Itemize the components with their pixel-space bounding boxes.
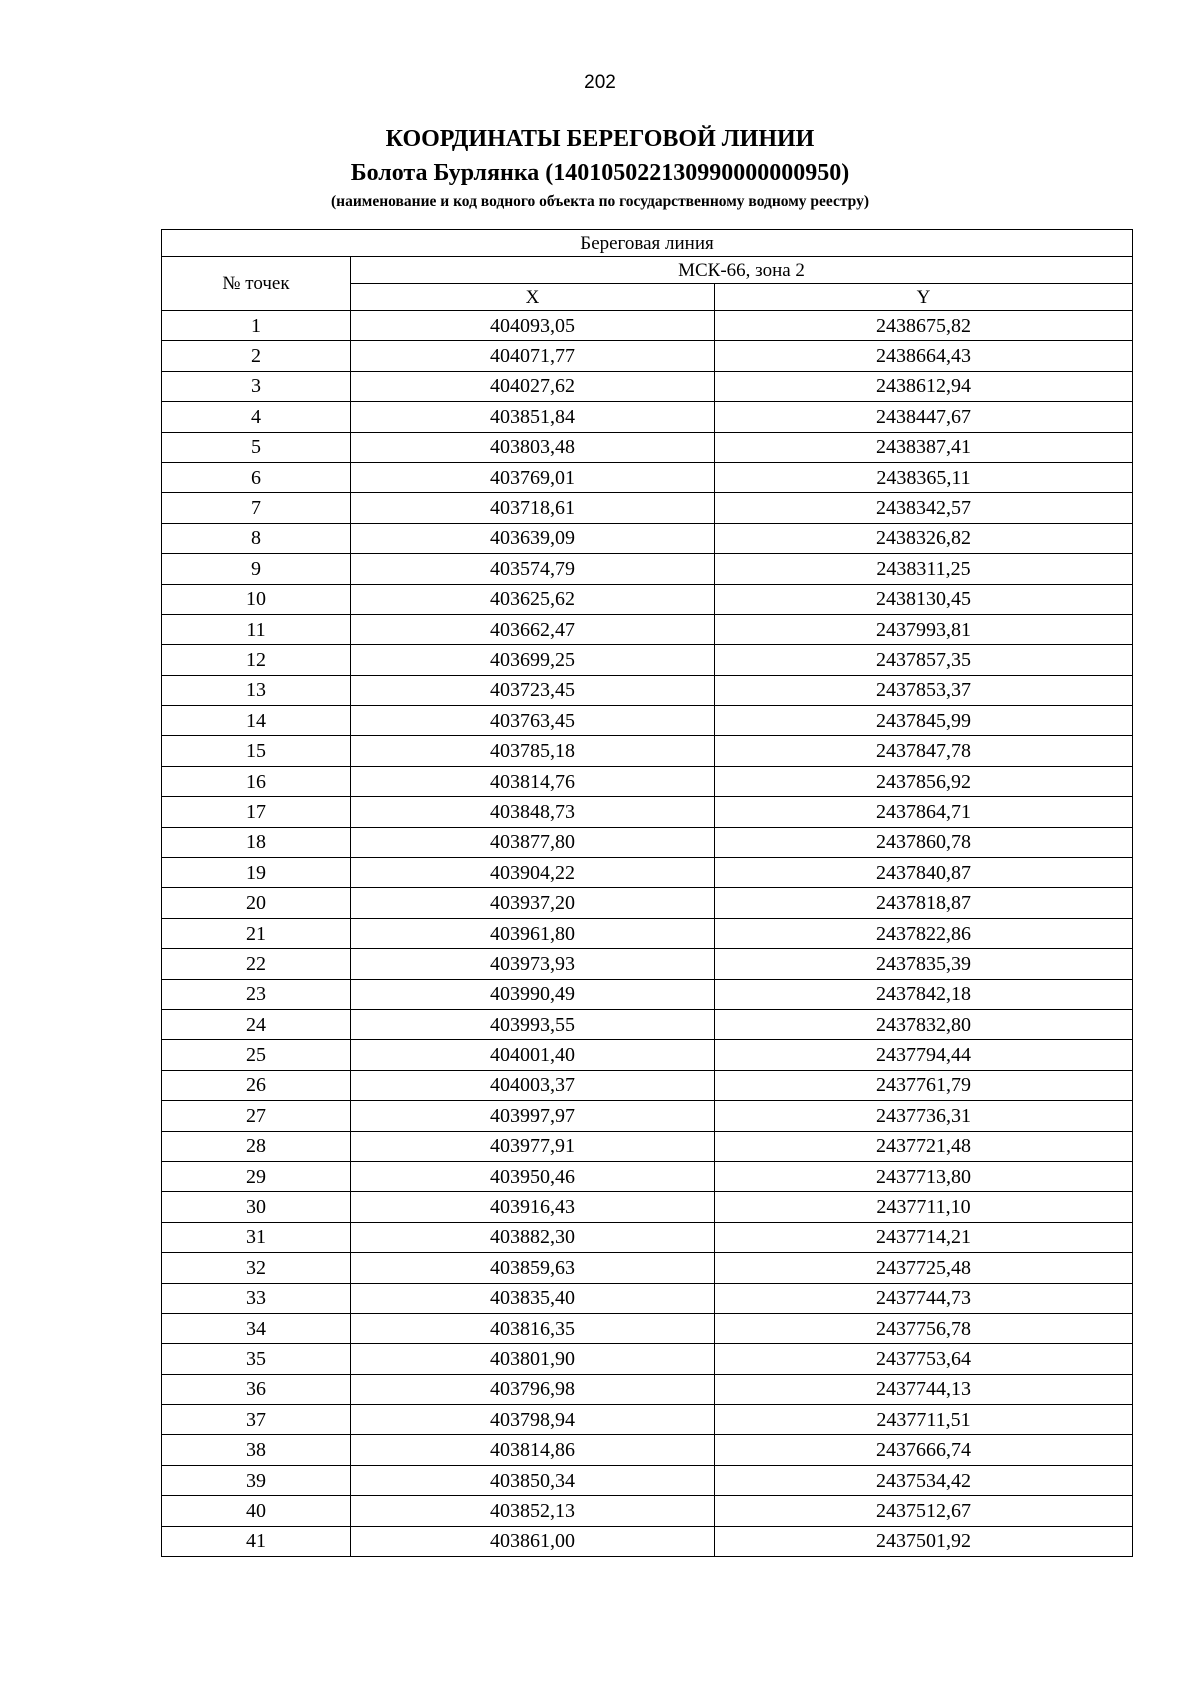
point-number-cell: 29: [162, 1161, 351, 1191]
point-number-cell: 20: [162, 888, 351, 918]
point-number-cell: 13: [162, 675, 351, 705]
point-number-cell: 34: [162, 1313, 351, 1343]
y-coordinate-cell: 2437725,48: [715, 1253, 1133, 1283]
y-coordinate-cell: 2438664,43: [715, 341, 1133, 371]
point-number-cell: 16: [162, 766, 351, 796]
y-coordinate-cell: 2437666,74: [715, 1435, 1133, 1465]
x-coordinate-cell: 403859,63: [351, 1253, 715, 1283]
y-coordinate-cell: 2437847,78: [715, 736, 1133, 766]
x-coordinate-cell: 403718,61: [351, 493, 715, 523]
x-coordinate-cell: 403814,76: [351, 766, 715, 796]
point-number-cell: 22: [162, 949, 351, 979]
y-coordinate-cell: 2437714,21: [715, 1222, 1133, 1252]
y-coordinate-cell: 2437845,99: [715, 706, 1133, 736]
table-row: [162, 462, 1133, 492]
point-number-cell: 31: [162, 1222, 351, 1252]
y-coordinate-cell: 2437860,78: [715, 827, 1133, 857]
x-coordinate-cell: 403835,40: [351, 1283, 715, 1313]
y-coordinate-cell: 2437853,37: [715, 675, 1133, 705]
table-row: [162, 1283, 1133, 1313]
x-coordinate-cell: 403904,22: [351, 858, 715, 888]
x-coordinate-cell: 403662,47: [351, 614, 715, 644]
title-note: (наименование и код водного объекта по государственному водному реестру): [331, 193, 869, 210]
table-row: [162, 645, 1133, 675]
table-row: [162, 1374, 1133, 1404]
y-coordinate-cell: 2437753,64: [715, 1344, 1133, 1374]
table-row: [162, 797, 1133, 827]
y-coordinate-cell: 2437857,35: [715, 645, 1133, 675]
x-coordinate-cell: 403851,84: [351, 402, 715, 432]
table-row: [162, 1435, 1133, 1465]
table-row: [162, 1192, 1133, 1222]
x-coordinate-cell: 404071,77: [351, 341, 715, 371]
table-row: [162, 1253, 1133, 1283]
x-coordinate-cell: 403850,34: [351, 1465, 715, 1495]
point-number-cell: 28: [162, 1131, 351, 1161]
table-row: [162, 858, 1133, 888]
y-coordinate-cell: 2437818,87: [715, 888, 1133, 918]
point-number-cell: 12: [162, 645, 351, 675]
point-number-cell: 4: [162, 402, 351, 432]
point-number-cell: 9: [162, 554, 351, 584]
table-row: [162, 949, 1133, 979]
y-coordinate-cell: 2438675,82: [715, 311, 1133, 341]
point-number-cell: 30: [162, 1192, 351, 1222]
x-coordinate-cell: 403723,45: [351, 675, 715, 705]
point-number-cell: 7: [162, 493, 351, 523]
point-number-cell: 35: [162, 1344, 351, 1374]
y-coordinate-cell: 2437711,10: [715, 1192, 1133, 1222]
y-coordinate-cell: 2438387,41: [715, 432, 1133, 462]
table-row: [162, 827, 1133, 857]
table-row: [162, 1496, 1133, 1526]
table-row: [162, 1313, 1133, 1343]
x-coordinate-cell: 403814,86: [351, 1435, 715, 1465]
table-row: [162, 1040, 1133, 1070]
x-coordinate-cell: 403798,94: [351, 1405, 715, 1435]
x-coordinate-cell: 403997,97: [351, 1101, 715, 1131]
point-number-cell: 14: [162, 706, 351, 736]
point-number-cell: 38: [162, 1435, 351, 1465]
point-number-cell: 32: [162, 1253, 351, 1283]
point-number-cell: 27: [162, 1101, 351, 1131]
x-coordinate-cell: 403801,90: [351, 1344, 715, 1374]
y-coordinate-cell: 2438311,25: [715, 554, 1133, 584]
y-coordinate-cell: 2438342,57: [715, 493, 1133, 523]
table-row: [162, 1405, 1133, 1435]
y-coordinate-cell: 2438447,67: [715, 402, 1133, 432]
point-number-cell: 15: [162, 736, 351, 766]
point-number-cell: 23: [162, 979, 351, 1009]
x-coordinate-cell: 403990,49: [351, 979, 715, 1009]
point-number-cell: 25: [162, 1040, 351, 1070]
table-row: [162, 979, 1133, 1009]
y-coordinate-cell: 2437832,80: [715, 1009, 1133, 1039]
y-coordinate-cell: 2437512,67: [715, 1496, 1133, 1526]
table-row: [162, 736, 1133, 766]
table-row: [162, 584, 1133, 614]
point-number-cell: 1: [162, 311, 351, 341]
x-coordinate-cell: 403861,00: [351, 1526, 715, 1556]
table-row: [162, 432, 1133, 462]
y-coordinate-cell: 2438130,45: [715, 584, 1133, 614]
table-row: [162, 706, 1133, 736]
y-coordinate-cell: 2437501,92: [715, 1526, 1133, 1556]
x-coordinate-cell: 404001,40: [351, 1040, 715, 1070]
table-row: [162, 1526, 1133, 1556]
points-column-header: № точек: [162, 257, 351, 311]
table-row: [162, 493, 1133, 523]
point-number-cell: 11: [162, 614, 351, 644]
table-row: [162, 1131, 1133, 1161]
point-number-cell: 33: [162, 1283, 351, 1313]
point-number-cell: 26: [162, 1070, 351, 1100]
x-coordinate-cell: 403639,09: [351, 523, 715, 553]
y-coordinate-cell: 2437840,87: [715, 858, 1133, 888]
point-number-cell: 5: [162, 432, 351, 462]
x-column-header: X: [351, 284, 715, 311]
x-coordinate-cell: 403785,18: [351, 736, 715, 766]
x-coordinate-cell: 403699,25: [351, 645, 715, 675]
x-coordinate-cell: 403993,55: [351, 1009, 715, 1039]
point-number-cell: 19: [162, 858, 351, 888]
point-number-cell: 36: [162, 1374, 351, 1404]
table-row: [162, 1344, 1133, 1374]
point-number-cell: 3: [162, 371, 351, 401]
y-coordinate-cell: 2437822,86: [715, 918, 1133, 948]
x-coordinate-cell: 403973,93: [351, 949, 715, 979]
y-coordinate-cell: 2437864,71: [715, 797, 1133, 827]
x-coordinate-cell: 404093,05: [351, 311, 715, 341]
y-coordinate-cell: 2437744,73: [715, 1283, 1133, 1313]
page-number: 202: [584, 72, 616, 93]
coordinates-table: [161, 229, 1133, 1557]
point-number-cell: 8: [162, 523, 351, 553]
x-coordinate-cell: 403961,80: [351, 918, 715, 948]
y-coordinate-cell: 2437534,42: [715, 1465, 1133, 1495]
water-object-name: Болота Бурлянка (140105022130990000000950): [350, 160, 850, 186]
y-coordinate-cell: 2437756,78: [715, 1313, 1133, 1343]
table-row: [162, 918, 1133, 948]
y-coordinate-cell: 2437794,44: [715, 1040, 1133, 1070]
table-row: [162, 1101, 1133, 1131]
point-number-cell: 40: [162, 1496, 351, 1526]
point-number-cell: 24: [162, 1009, 351, 1039]
point-number-cell: 6: [162, 462, 351, 492]
table-row: [162, 523, 1133, 553]
point-number-cell: 37: [162, 1405, 351, 1435]
table-body: [162, 311, 1133, 1557]
table-row: [162, 1222, 1133, 1252]
x-coordinate-cell: 403852,13: [351, 1496, 715, 1526]
x-coordinate-cell: 403625,62: [351, 584, 715, 614]
point-number-cell: 39: [162, 1465, 351, 1495]
y-coordinate-cell: 2437761,79: [715, 1070, 1133, 1100]
x-coordinate-cell: 403916,43: [351, 1192, 715, 1222]
point-number-cell: 21: [162, 918, 351, 948]
y-coordinate-cell: 2437713,80: [715, 1161, 1133, 1191]
y-coordinate-cell: 2437842,18: [715, 979, 1133, 1009]
x-coordinate-cell: 403763,45: [351, 706, 715, 736]
x-coordinate-cell: 403796,98: [351, 1374, 715, 1404]
table-row: [162, 1070, 1133, 1100]
x-coordinate-cell: 403950,46: [351, 1161, 715, 1191]
table-row: [162, 675, 1133, 705]
table-row: [162, 554, 1133, 584]
y-coordinate-cell: 2438612,94: [715, 371, 1133, 401]
x-coordinate-cell: 403769,01: [351, 462, 715, 492]
x-coordinate-cell: 403937,20: [351, 888, 715, 918]
table-row: [162, 371, 1133, 401]
x-coordinate-cell: 403882,30: [351, 1222, 715, 1252]
y-coordinate-cell: 2437835,39: [715, 949, 1133, 979]
table-row: [162, 766, 1133, 796]
document-title: КООРДИНАТЫ БЕРЕГОВОЙ ЛИНИИ: [385, 126, 815, 152]
table-row: [162, 614, 1133, 644]
y-coordinate-cell: 2437744,13: [715, 1374, 1133, 1404]
table-row: [162, 888, 1133, 918]
y-coordinate-cell: 2437856,92: [715, 766, 1133, 796]
y-coordinate-cell: 2437736,31: [715, 1101, 1133, 1131]
x-coordinate-cell: 404027,62: [351, 371, 715, 401]
x-coordinate-cell: 403877,80: [351, 827, 715, 857]
y-coordinate-cell: 2437993,81: [715, 614, 1133, 644]
table-header: [162, 230, 1133, 311]
point-number-cell: 2: [162, 341, 351, 371]
table-row: [162, 1009, 1133, 1039]
table-row: [162, 1161, 1133, 1191]
x-coordinate-cell: 403803,48: [351, 432, 715, 462]
y-column-header: Y: [715, 284, 1133, 311]
point-number-cell: 17: [162, 797, 351, 827]
point-number-cell: 41: [162, 1526, 351, 1556]
y-coordinate-cell: 2437711,51: [715, 1405, 1133, 1435]
y-coordinate-cell: 2438326,82: [715, 523, 1133, 553]
x-coordinate-cell: 404003,37: [351, 1070, 715, 1100]
table-row: [162, 1465, 1133, 1495]
table-row: [162, 341, 1133, 371]
x-coordinate-cell: 403848,73: [351, 797, 715, 827]
point-number-cell: 10: [162, 584, 351, 614]
x-coordinate-cell: 403977,91: [351, 1131, 715, 1161]
table-row: [162, 402, 1133, 432]
section-header: Береговая линия: [162, 230, 1133, 257]
table-row: [162, 311, 1133, 341]
coordinate-system-header: МСК-66, зона 2: [351, 257, 1133, 284]
x-coordinate-cell: 403574,79: [351, 554, 715, 584]
x-coordinate-cell: 403816,35: [351, 1313, 715, 1343]
y-coordinate-cell: 2437721,48: [715, 1131, 1133, 1161]
y-coordinate-cell: 2438365,11: [715, 462, 1133, 492]
point-number-cell: 18: [162, 827, 351, 857]
